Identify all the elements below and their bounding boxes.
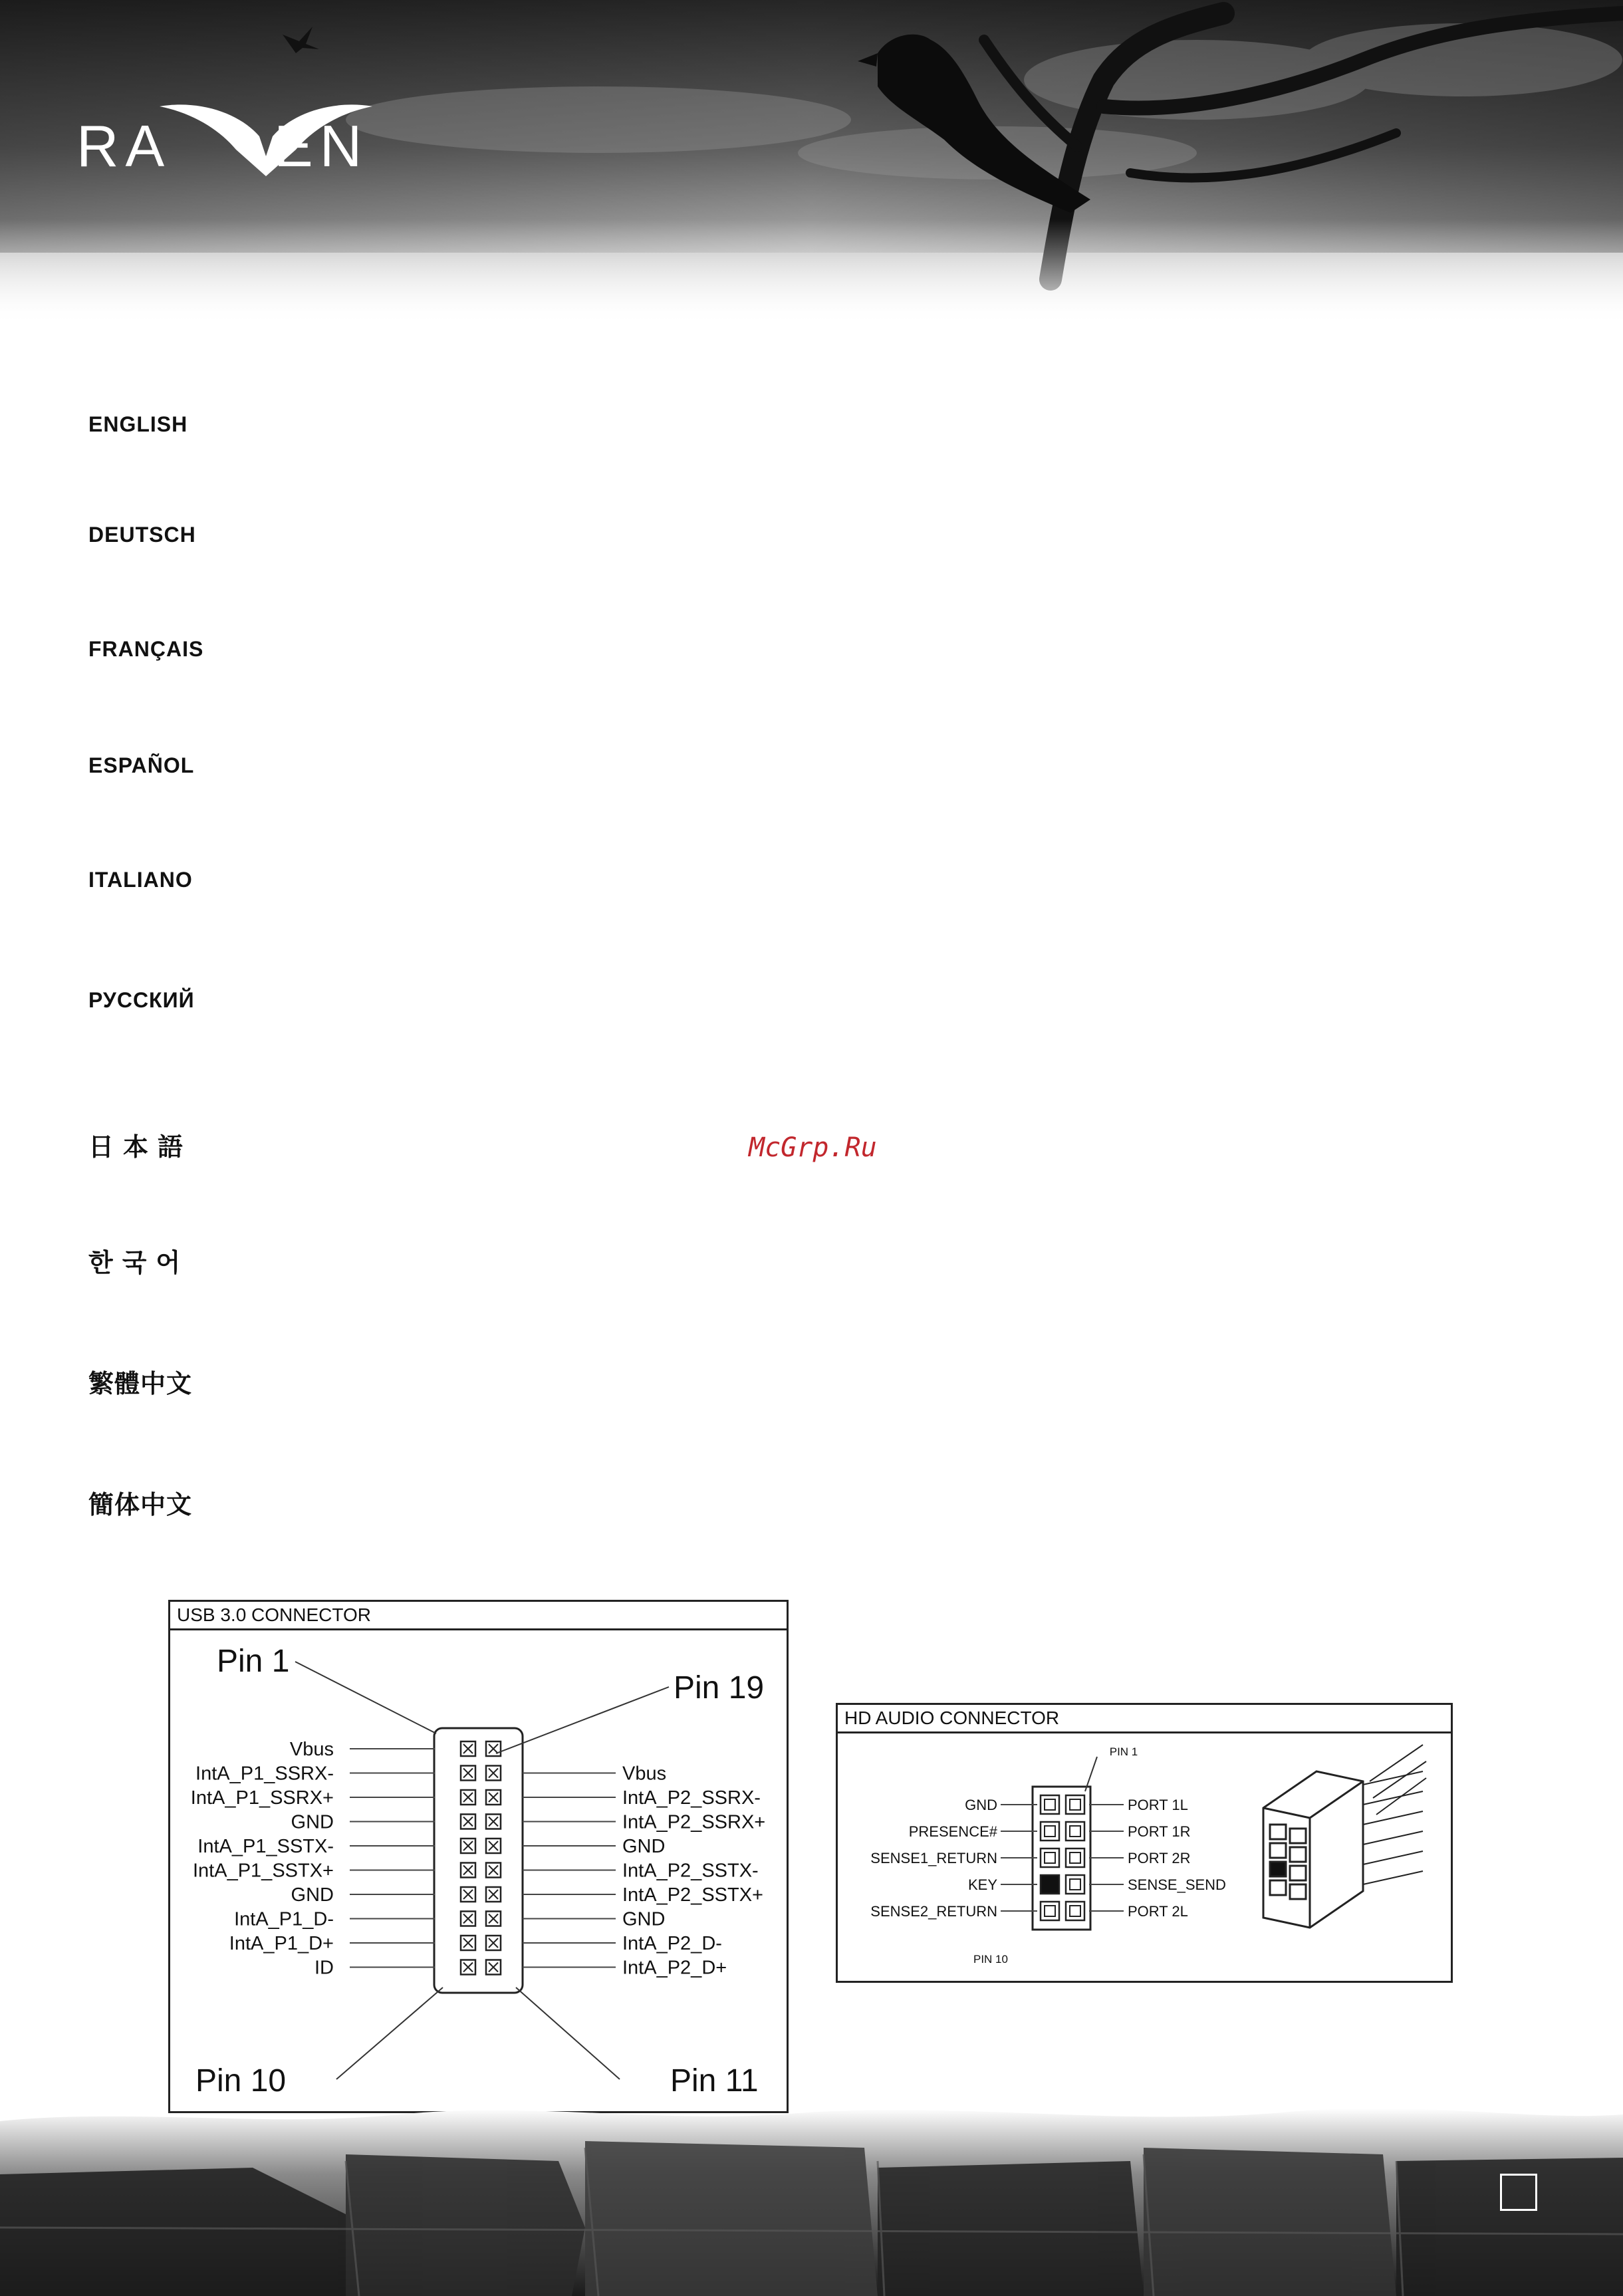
- lang-traditional-chinese[interactable]: 繁體中文: [88, 1370, 193, 1398]
- audio-pin-socket: [1070, 1826, 1080, 1837]
- audio-right-pin-label: PORT 2R: [1128, 1850, 1191, 1866]
- watermark: McGrp.Ru: [749, 1132, 877, 1163]
- hd-audio-connector-panel: [836, 1703, 1453, 1983]
- usb3-connector-body: [434, 1728, 523, 1993]
- usb3-left-pin-label: IntA_P1_D+: [229, 1933, 334, 1954]
- usb3-pin1-label: Pin 1: [217, 1644, 290, 1679]
- usb3-left-pin-label: IntA_P1_D-: [234, 1908, 334, 1930]
- audio-pin-socket: [1045, 1826, 1055, 1837]
- usb3-left-pin-label: GND: [291, 1811, 334, 1833]
- lang-korean[interactable]: 한국어: [88, 1249, 190, 1277]
- audio-left-pin-label: GND: [965, 1797, 997, 1813]
- audio-left-pin-label: KEY: [967, 1876, 997, 1893]
- header-banner: [0, 0, 1623, 326]
- lang-simplified-chinese[interactable]: 簡体中文: [88, 1491, 193, 1519]
- audio-right-pin-label: SENSE_SEND: [1128, 1876, 1226, 1893]
- audio-pin1-label: PIN 1: [1109, 1745, 1138, 1758]
- audio-right-pin-label: PORT 2L: [1128, 1903, 1188, 1920]
- usb3-left-pin-label: ID: [314, 1957, 334, 1979]
- usb3-left-pin-label: IntA_P1_SSTX+: [193, 1860, 334, 1882]
- usb3-left-pin-label: IntA_P1_SSRX+: [190, 1787, 334, 1809]
- svg-text:EN: EN: [274, 113, 369, 179]
- usb3-left-pin-label: Vbus: [289, 1739, 334, 1760]
- audio-pin10-label: PIN 10: [973, 1953, 1008, 1966]
- svg-text:RA: RA: [76, 113, 172, 179]
- usb3-left-pin-label: IntA_P1_SSRX-: [195, 1763, 334, 1785]
- audio-left-pin-label: SENSE1_RETURN: [870, 1850, 997, 1866]
- lang-espanol[interactable]: ESPAÑOL: [88, 753, 195, 777]
- usb3-diagram: [170, 1602, 787, 2111]
- usb3-left-pin-label: GND: [291, 1884, 334, 1906]
- audio-pin-socket: [1070, 1906, 1080, 1916]
- usb3-pin10-label: Pin 10: [195, 2063, 287, 2099]
- usb3-right-pin-label: IntA_P2_D-: [622, 1933, 722, 1954]
- audio-right-pin-label: PORT 1L: [1128, 1797, 1188, 1813]
- usb3-right-pin-label: GND: [622, 1836, 666, 1857]
- audio-pin-socket: [1070, 1799, 1080, 1810]
- usb3-right-pin-label: IntA_P2_SSTX+: [622, 1884, 763, 1906]
- audio-plug-illustration: [1263, 1745, 1426, 1928]
- footer-rock-banner: [0, 2095, 1623, 2296]
- usb3-right-pin-label: IntA_P2_SSRX-: [622, 1787, 761, 1809]
- hd-audio-diagram: [838, 1705, 1451, 1981]
- usb3-right-pin-label: GND: [622, 1908, 666, 1930]
- usb3-pin19-label: Pin 19: [674, 1670, 765, 1706]
- usb3-panel-title: USB 3.0 CONNECTOR: [170, 1602, 787, 1630]
- audio-right-pin-label: PORT 1R: [1128, 1823, 1191, 1840]
- lang-russian[interactable]: РУССКИЙ: [88, 988, 195, 1012]
- audio-key-pin: [1041, 1875, 1059, 1894]
- audio-pin-socket: [1045, 1906, 1055, 1916]
- lang-italiano[interactable]: ITALIANO: [88, 868, 193, 892]
- usb3-right-pin-label: IntA_P2_SSRX+: [622, 1811, 766, 1833]
- audio-left-pin-label: SENSE2_RETURN: [870, 1903, 997, 1920]
- usb3-pin11-label: Pin 11: [670, 2063, 759, 2099]
- page-number-box: [1500, 2174, 1537, 2211]
- lang-japanese[interactable]: 日本語: [88, 1134, 193, 1162]
- usb3-right-pin-label: Vbus: [622, 1763, 667, 1785]
- usb3-connector-panel: [168, 1600, 789, 2113]
- audio-panel-title: HD AUDIO CONNECTOR: [838, 1705, 1451, 1733]
- lang-english[interactable]: ENGLISH: [88, 412, 188, 436]
- usb3-left-pin-label: IntA_P1_SSTX-: [197, 1836, 334, 1857]
- usb3-right-pin-label: IntA_P2_D+: [622, 1957, 727, 1979]
- audio-left-pin-label: PRESENCE#: [908, 1823, 997, 1840]
- lang-francais[interactable]: FRANÇAIS: [88, 637, 204, 661]
- audio-pin-socket: [1070, 1852, 1080, 1863]
- audio-pin-socket: [1045, 1799, 1055, 1810]
- audio-pin-socket: [1045, 1852, 1055, 1863]
- lang-deutsch[interactable]: DEUTSCH: [88, 523, 196, 547]
- audio-pin-socket: [1070, 1879, 1080, 1890]
- usb3-right-pin-label: IntA_P2_SSTX-: [622, 1860, 759, 1882]
